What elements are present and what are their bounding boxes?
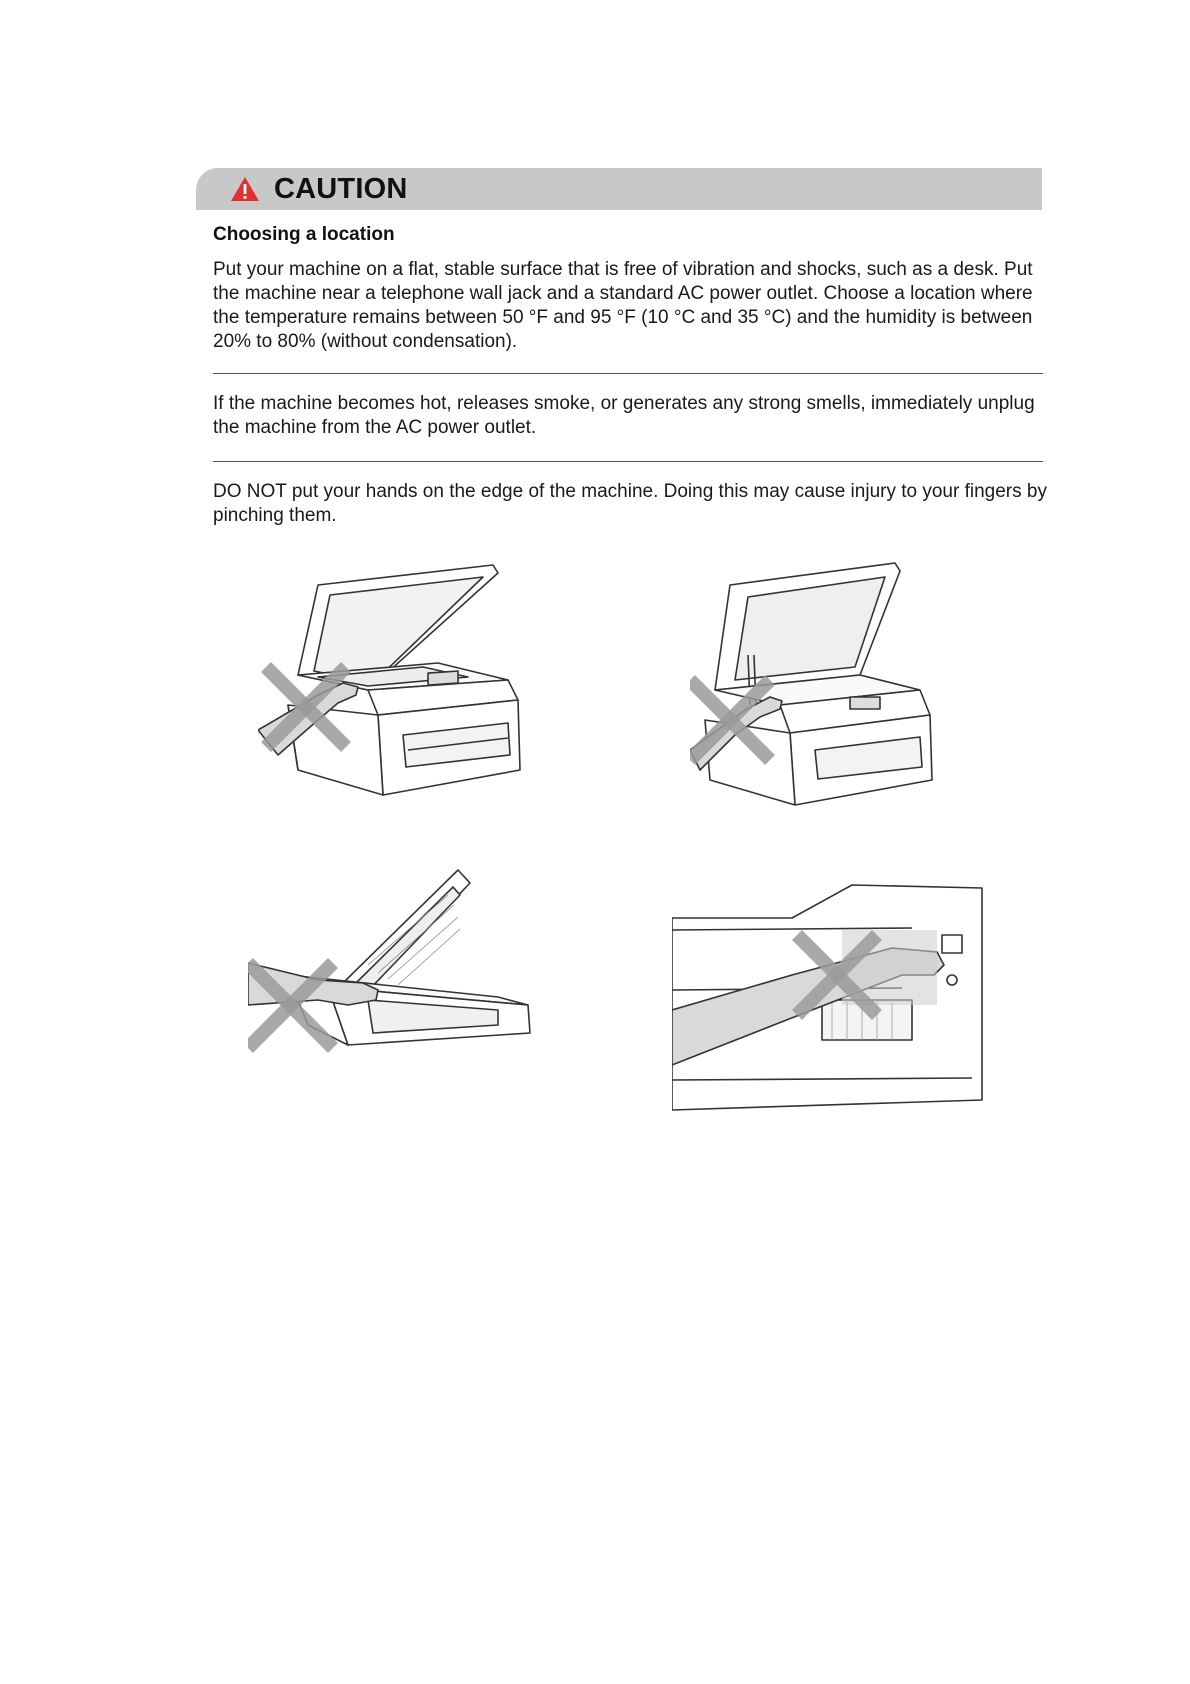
divider bbox=[213, 373, 1043, 374]
hot-warning-paragraph: If the machine becomes hot, releases smoke, or generates any strong smells, immediately unplug the machine from the AC power outlet. bbox=[213, 393, 1035, 438]
divider bbox=[213, 461, 1043, 462]
warning-triangle-icon bbox=[230, 176, 260, 202]
hands-warning-paragraph: DO NOT put your hands on the edge of the machine. Doing this may cause injury to your fingers by pinching them. bbox=[213, 481, 1047, 526]
caution-title: CAUTION bbox=[274, 172, 408, 205]
open-scanner-hand-crossed-icon bbox=[690, 555, 1010, 835]
location-paragraph: Put your machine on a flat, stable surface that is free of vibration and shocks, such as a desk. Put the machine near a telephone wall jack and a standard AC power outlet. Choose a location where the temperature remains between 50 °F and 95 °F (10 °C and 35 °C) and the humidity is between 20% to 80% (without condensation). bbox=[213, 259, 1033, 352]
section-heading-location: Choosing a location bbox=[213, 224, 395, 245]
scanner-cover-hand-crossed-icon bbox=[258, 555, 578, 835]
paper-tray-hand-crossed-icon bbox=[248, 865, 578, 1115]
machine-side-hand-crossed-icon bbox=[672, 880, 1002, 1115]
caution-header bbox=[196, 168, 1042, 210]
